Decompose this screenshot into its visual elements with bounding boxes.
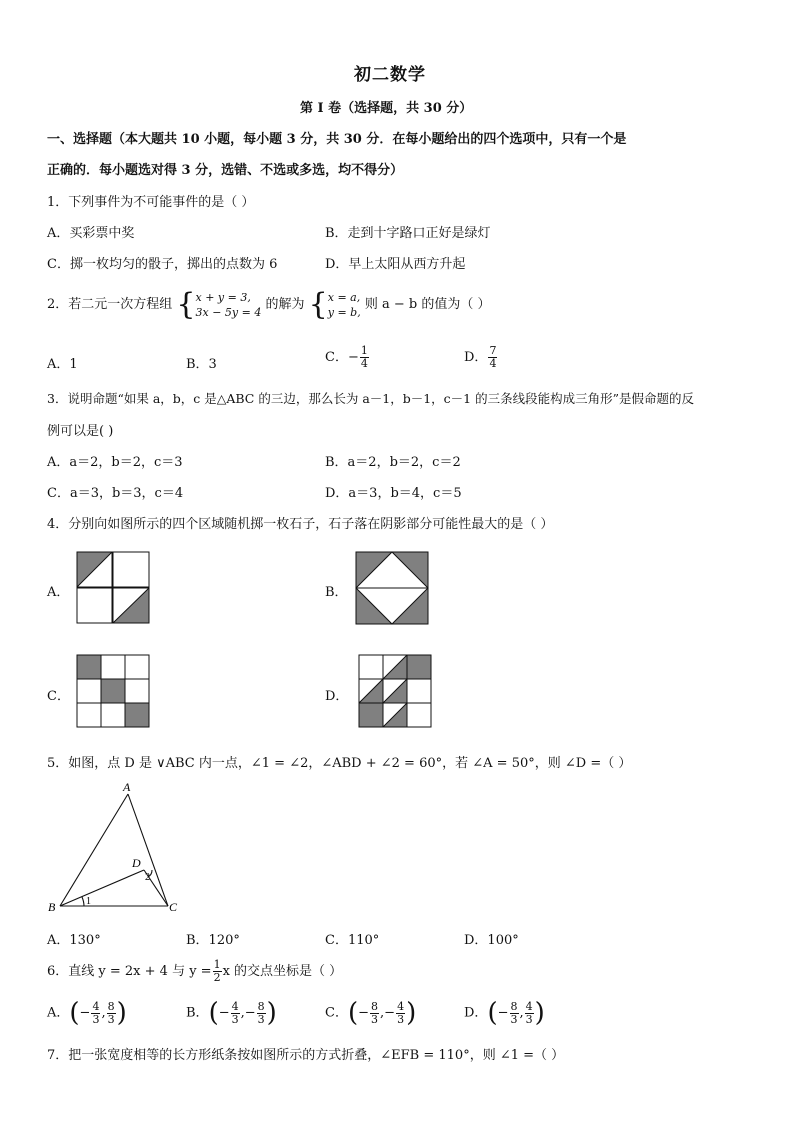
- q6-x-den: 3: [371, 1012, 379, 1026]
- q4-figure-a: [76, 551, 150, 625]
- q6-y-den: 3: [397, 1012, 405, 1026]
- q2-system-brace: {: [176, 287, 196, 322]
- q3-stem-line1: 3．说明命题“如果 a，b，c 是△ABC 的三边，那么长为 a－1，b－1，c－1 的三条线段能构成三角形”是假命题的反: [47, 391, 694, 406]
- q5-label-c: C: [169, 900, 178, 914]
- q5-option-d: D．100°: [464, 933, 519, 948]
- q5-segment-bd: [60, 870, 144, 906]
- q2-prefix: 2．若二元一次方程组: [47, 297, 173, 312]
- q5-angle1-arc: [82, 897, 84, 906]
- q4-stem: 4．分别向如图所示的四个区域随机掷一枚石子，石子落在阴影部分可能性最大的是（ ）: [47, 517, 554, 532]
- q2-solution-brace: {: [308, 287, 328, 322]
- q6-stem-den: 2: [213, 971, 221, 984]
- q4-option-d-label: D．: [325, 689, 349, 704]
- q5-label-a: A: [123, 780, 131, 794]
- q2-option-c: [325, 345, 370, 370]
- q6-sign: −: [384, 1005, 396, 1021]
- q5-side-ab: [60, 794, 128, 906]
- q2-stem: [47, 287, 491, 322]
- q7-stem: 7．把一张宽度相等的长方形纸条按如图所示的方式折叠，∠EFB = 110°，则 ∠1 =（ ）: [47, 1048, 565, 1063]
- q2-suffix: 则 a − b 的值为（ ）: [364, 297, 491, 312]
- q6-y-num: 8: [107, 999, 115, 1013]
- q5-stem: 5．如图，点 D 是 ∨ABC 内一点，∠1 = ∠2，∠ABD + ∠2 = 60°，若 ∠A = 50°，则 ∠D =（ ）: [47, 756, 632, 771]
- q2-sol2: y = b,: [327, 305, 361, 319]
- q1-option-d: D．早上太阳从西方升起: [325, 257, 466, 272]
- q4-option-c-label: C．: [47, 689, 70, 704]
- part-title: 第 I 卷（选择题，共 30 分）: [300, 101, 473, 116]
- q5-label-1: 1: [86, 896, 91, 907]
- q6-option-label: B．: [186, 1005, 209, 1021]
- q6-stem-b: x 的交点坐标是（ ）: [222, 964, 343, 979]
- q4c-shaded-cell-3: [125, 703, 149, 727]
- q4d-shaded-cell-2: [359, 703, 383, 727]
- q6-x-den: 3: [510, 1012, 518, 1026]
- q5-option-b: B．120°: [186, 933, 240, 948]
- q1-option-a: A．买彩票中奖: [47, 226, 135, 241]
- q2-option-c-label: C．−: [325, 350, 359, 365]
- q5-side-ac: [128, 794, 168, 906]
- q5-triangle-figure: [44, 778, 194, 918]
- q6-y-den: 3: [525, 1012, 533, 1026]
- q5-label-d: D: [132, 856, 141, 870]
- q4-figure-b: [355, 551, 429, 625]
- q6-option-b: B．(− $\frac{4}{3}$ ,− $\frac{8}{3}$ ): [186, 998, 277, 1028]
- q6-sign: −: [79, 1005, 91, 1021]
- q5-label-b: B: [48, 900, 56, 914]
- q2-mid: 的解为: [265, 297, 305, 312]
- q2-option-c-den: 4: [360, 357, 368, 370]
- q3-option-d: D．a＝3，b＝4，c＝5: [325, 486, 462, 501]
- q6-y-den: 3: [107, 1012, 115, 1026]
- q4-option-b-label: B．: [325, 585, 348, 600]
- q6-y-num: 8: [257, 999, 265, 1013]
- q2-option-c-fraction: [360, 345, 369, 370]
- q4d-shaded-cell-1: [407, 655, 431, 679]
- q6-option-d: D．(− $\frac{8}{3}$ , $\frac{4}{3}$ ): [464, 998, 545, 1028]
- q6-x-num: 8: [510, 999, 518, 1013]
- q4c-shaded-cell-1: [77, 655, 101, 679]
- q6-option-label: A．: [47, 1005, 70, 1021]
- q6-option-c: C．(− $\frac{8}{3}$ ,− $\frac{4}{3}$ ): [325, 998, 417, 1028]
- q6-x-den: 3: [231, 1012, 239, 1026]
- q5-option-a: A．130°: [47, 933, 101, 948]
- q4-option-a-label: A．: [47, 585, 70, 600]
- q4-figure-d: [358, 654, 432, 728]
- q6-sign: −: [497, 1005, 509, 1021]
- q6-stem-a: 6．直线 y = 2x + 4 与 y =: [47, 964, 212, 979]
- q6-sign: −: [244, 1005, 256, 1021]
- q5-label-2: 2: [145, 872, 150, 883]
- q6-sign: −: [358, 1005, 370, 1021]
- q1-stem: 1．下列事件为不可能事件的是（ ）: [47, 195, 255, 210]
- q2-option-d-den: 4: [489, 357, 497, 370]
- page-title: 初二数学: [354, 65, 426, 85]
- q2-eq2: 3x − 5y = 4: [195, 305, 262, 319]
- q5-option-c: C．110°: [325, 933, 380, 948]
- q2-equation-system: [196, 290, 262, 320]
- q6-sign: −: [218, 1005, 230, 1021]
- q6-x-num: 4: [231, 999, 239, 1013]
- q1-option-c: C．掷一枚均匀的骰子，掷出的点数为 6: [47, 257, 278, 272]
- q6-y-den: 3: [257, 1012, 265, 1026]
- q6-option-a: A．(− $\frac{4}{3}$ , $\frac{8}{3}$ ): [47, 998, 127, 1028]
- q6-stem-num: 1: [213, 958, 221, 971]
- q2-sol1: x = a,: [327, 290, 361, 304]
- q6-option-label: C．: [325, 1005, 348, 1021]
- section-heading-line2: 正确的．每小题选对得 3 分，选错、不选或多选，均不得分）: [47, 163, 404, 178]
- q6-y-num: 4: [397, 999, 405, 1013]
- q2-option-c-num: 1: [360, 344, 368, 357]
- q4-figure-c: [76, 654, 150, 728]
- q2-option-d-fraction: [488, 345, 497, 370]
- q6-x-num: 4: [92, 999, 100, 1013]
- q6-x-num: 8: [371, 999, 379, 1013]
- q6-stem-fraction: [213, 959, 222, 984]
- q6-option-label: D．: [464, 1005, 488, 1021]
- section-heading-line1: 一、选择题（本大题共 10 小题，每小题 3 分，共 30 分．在每小题给出的四个选项中，只有一个是: [47, 132, 627, 147]
- q3-option-a: A．a＝2，b＝2，c＝3: [47, 455, 183, 470]
- q2-option-a: A．1: [47, 357, 78, 372]
- q3-option-c: C．a＝3，b＝3，c＝4: [47, 486, 184, 501]
- q2-option-d-label: D．: [464, 350, 488, 365]
- q2-option-d: [464, 345, 498, 370]
- q1-option-b: B．走到十字路口正好是绿灯: [325, 226, 491, 241]
- q6-stem: [47, 959, 342, 984]
- q2-option-d-num: 7: [489, 344, 497, 357]
- q2-solution-system: [328, 290, 361, 320]
- q2-option-b: B．3: [186, 357, 217, 372]
- q4c-shaded-cell-2: [101, 679, 125, 703]
- q3-option-b: B．a＝2，b＝2，c＝2: [325, 455, 461, 470]
- q3-stem-line2: 例可以是( ): [47, 424, 114, 439]
- q6-y-num: 4: [525, 999, 533, 1013]
- q6-x-den: 3: [92, 1012, 100, 1026]
- q2-eq1: x + y = 3,: [195, 290, 251, 304]
